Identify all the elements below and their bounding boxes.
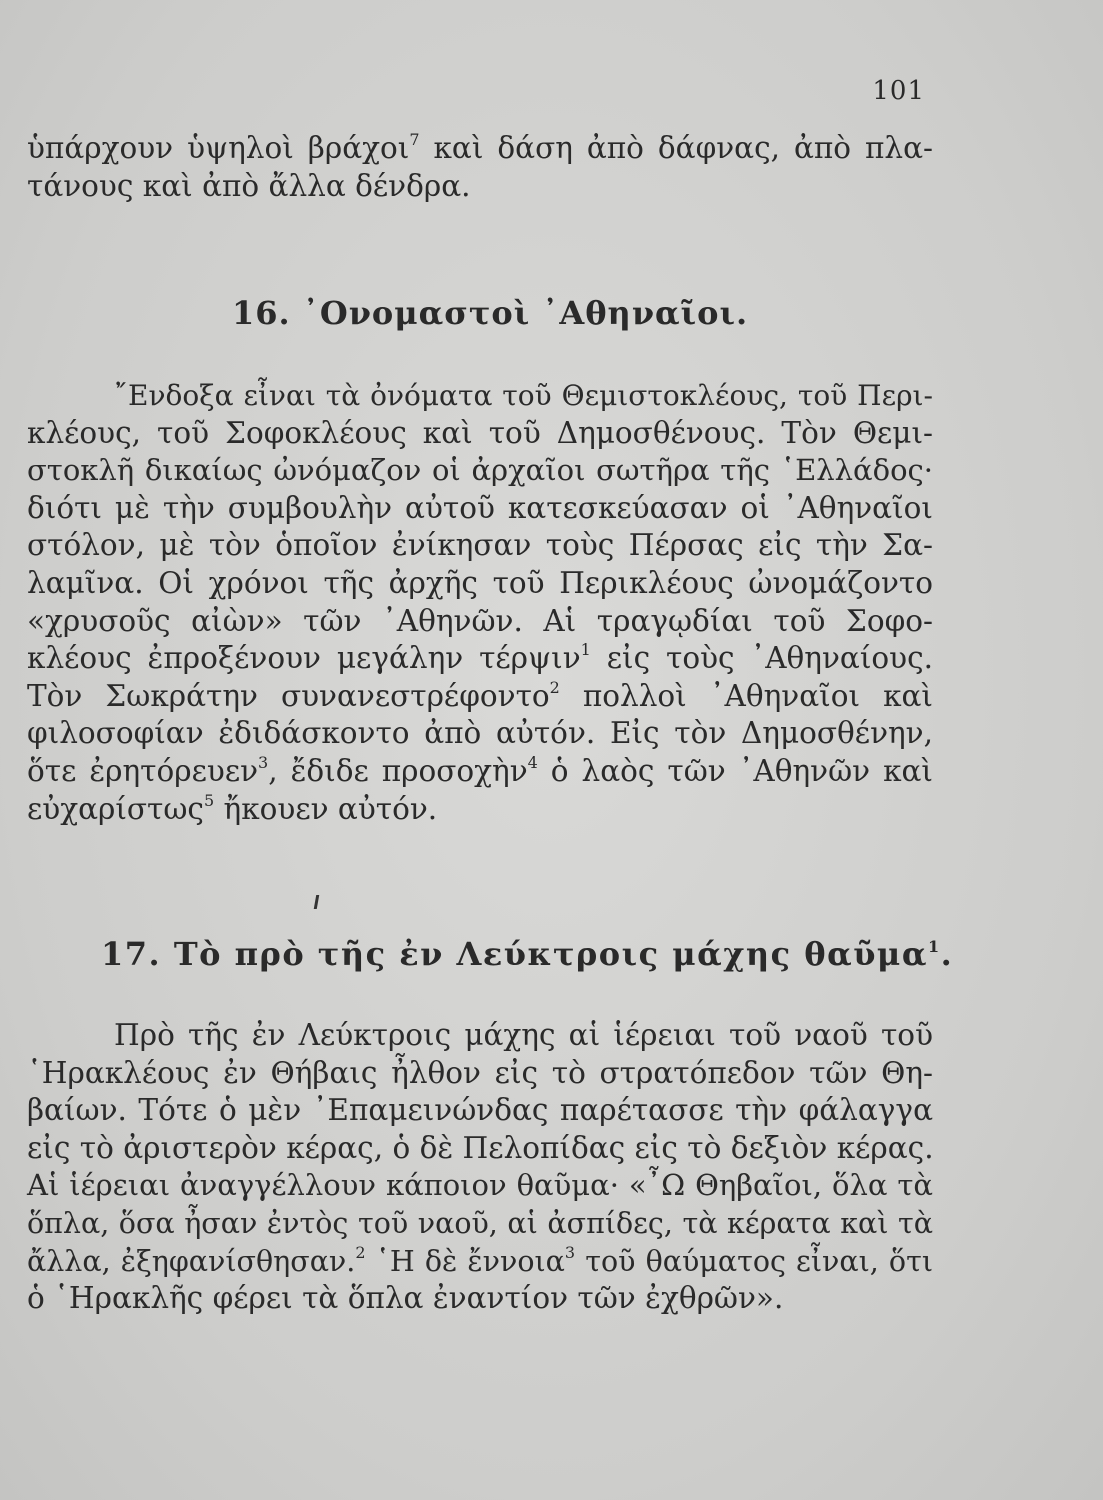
footnote-marker: 2 bbox=[355, 1242, 366, 1262]
text-line: «χρυσοῦς αἰὼν» τῶν ᾿Αθηνῶν. Αἱ τραγῳδίαι τοῦ Σοφο- bbox=[27, 603, 933, 638]
section-17-heading: 17. Τὸ πρὸ τῆς ἐν Λεύκτροις μάχης θαῦμα$^1$. bbox=[101, 935, 954, 973]
text-line: ὑπάρχουν ὑψηλοὶ βράχοι$^7$ καὶ δάση ἀπὸ δάφνας, ἀπὸ πλα- bbox=[27, 130, 933, 165]
text-line: φιλοσοφίαν ἐδιδάσκοντο ἀπὸ αὐτόν. Εἰς τὸν Δημοσθένην, bbox=[27, 716, 933, 751]
text-line: Πρὸ τῆς ἐν Λεύκτροις μάχης αἱ ἱέρειαι τοῦ ναοῦ τοῦ bbox=[114, 1018, 933, 1052]
footnote-marker: 4 bbox=[527, 752, 538, 772]
text-line: κλέους ἐπροξένουν μεγάλην τέρψιν$^1$ εἰς τοὺς ᾿Αθηναίους. bbox=[27, 640, 933, 676]
text-line: ῾Ηρακλέους ἐν Θήβαις ἦλθον εἰς τὸ στρατόπεδον τῶν Θη- bbox=[27, 1055, 933, 1090]
text-line: Τὸν Σωκράτην συνανεστρέφοντο$^2$ πολλοὶ ᾿Αθηναῖοι καὶ bbox=[27, 677, 933, 713]
text-line: εἰς τὸ ἀριστερὸν κέρας, ὁ δὲ Πελοπίδας εἰς τὸ δεξιὸν κέρας. bbox=[27, 1130, 934, 1165]
footnote-marker: 3 bbox=[258, 752, 269, 772]
text-line: βαίων. Τότε ὁ μὲν ᾿Επαμεινώνδας παρέτασσε τὴν φάλαγγα bbox=[27, 1093, 933, 1128]
text-line: στόλον, μὲ τὸν ὁποῖον ἐνίκησαν τοὺς Πέρσας εἰς τὴν Σα- bbox=[27, 528, 933, 563]
text-line: στοκλῆ δικαίως ὠνόμαζον οἱ ἀρχαῖοι σωτῆρα τῆς ῾Ελλάδος· bbox=[27, 453, 933, 488]
intro-paragraph bbox=[27, 130, 933, 205]
text-line: κλέους, τοῦ Σοφοκλέους καὶ τοῦ Δημοσθένους. Τὸν Θεμι- bbox=[27, 415, 933, 450]
text-line: ὁ ῾Ηρακλῆς φέρει τὰ ὅπλα ἐναντίον τῶν ἐχθρῶν». bbox=[27, 1281, 784, 1316]
text-line: τάνους καὶ ἀπὸ ἄλλα δένδρα. bbox=[27, 168, 471, 203]
footnote-marker: 1 bbox=[580, 640, 591, 660]
ink-speck bbox=[314, 895, 319, 909]
text-line: Αἱ ἱέρειαι ἀναγγέλλουν κάποιον θαῦμα· «῏Ω Θηβαῖοι, ὅλα τὰ bbox=[27, 1168, 933, 1203]
footnote-marker: 1 bbox=[927, 937, 941, 956]
section-16-paragraph bbox=[27, 377, 933, 828]
text-line: ῎Ενδοξα εἶναι τὰ ὀνόματα τοῦ Θεμιστοκλέους, τοῦ Περι- bbox=[114, 379, 933, 412]
page-number: 101 bbox=[872, 76, 925, 106]
footnote-marker: 5 bbox=[203, 790, 215, 810]
footnote-marker: 2 bbox=[549, 677, 560, 697]
text-line: ἄλλα, ἐξηφανίσθησαν.$^2$ ῾Η δὲ ἔννοια$^3$ τοῦ θαύματος εἶναι, ὅτι bbox=[27, 1242, 934, 1278]
text-line: λαμῖνα. Οἱ χρόνοι τῆς ἀρχῆς τοῦ Περικλέους ὠνομάζοντο bbox=[27, 565, 933, 600]
footnote-marker: 3 bbox=[564, 1242, 576, 1262]
text-line: διότι μὲ τὴν συμβουλὴν αὐτοῦ κατεσκεύασαν οἱ ᾿Αθηναῖοι bbox=[27, 490, 933, 525]
text-line: εὐχαρίστως$^5$ ἤκουεν αὐτόν. bbox=[27, 790, 438, 826]
text-line: ὅτε ἐρητόρευεν$^3$, ἔδιδε προσοχὴν$^4$ ὁ λαὸς τῶν ᾿Αθηνῶν καὶ bbox=[27, 752, 933, 788]
section-16-heading: 16. ᾿Ονομαστοὶ ᾿Αθηναῖοι. bbox=[232, 294, 749, 332]
text-line: ὅπλα, ὅσα ἦσαν ἐντὸς τοῦ ναοῦ, αἱ ἀσπίδες, τὰ κέρατα καὶ τὰ bbox=[27, 1206, 933, 1240]
footnote-marker: 7 bbox=[409, 130, 420, 149]
section-17-paragraph bbox=[27, 1017, 933, 1318]
